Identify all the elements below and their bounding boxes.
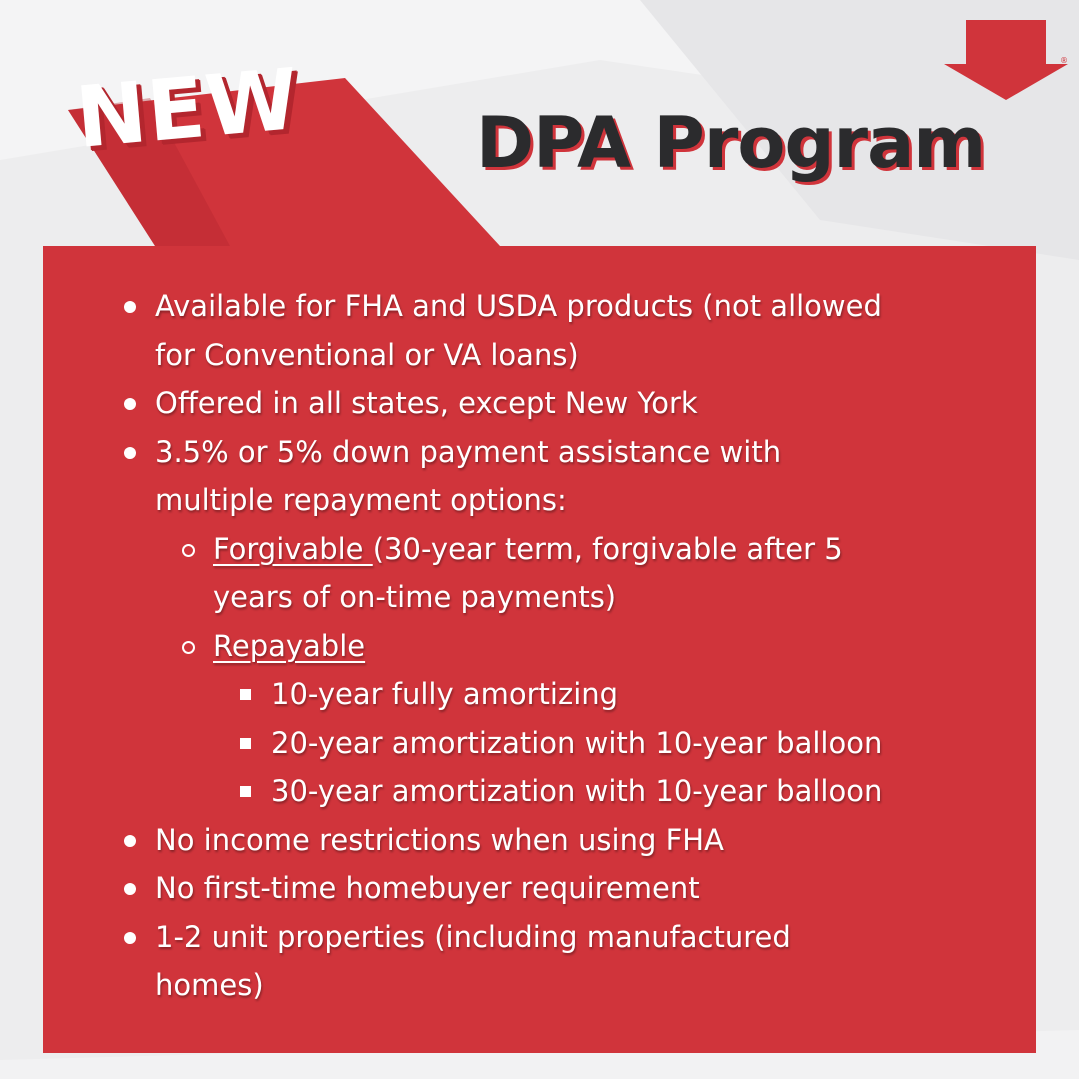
bullet-dot-icon xyxy=(124,835,136,847)
list-item: No income restrictions when using FHA xyxy=(120,816,1020,865)
bullet-dot-icon xyxy=(124,447,136,459)
bullet-dot-icon xyxy=(124,932,136,944)
registered-mark: ® xyxy=(1060,56,1068,65)
forgivable-label: Forgivable xyxy=(213,531,373,566)
list-item: No first-time homebuyer requirement xyxy=(120,864,1020,913)
page-title: DPA Program xyxy=(476,102,986,184)
sub-list-item: Forgivable (30-year term, forgivable after 5 years of on-time payments) xyxy=(178,525,1020,622)
bullet-square-icon xyxy=(240,689,251,700)
repayable-label: Repayable xyxy=(213,628,366,663)
list-item: Offered in all states, except New York xyxy=(120,379,1020,428)
list-item: 1-2 unit properties (including manufactured homes) xyxy=(120,913,1020,1010)
bullet-dot-icon xyxy=(124,398,136,410)
sub-sub-list-item: 20-year amortization with 10-year balloon xyxy=(236,719,1020,768)
sub-sub-list-item: 30-year amortization with 10-year balloon xyxy=(236,767,1020,816)
list-item: Available for FHA and USDA products (not allowed for Conventional or VA loans) xyxy=(120,282,1020,379)
sub-list-item xyxy=(178,622,1020,671)
bullet-circle-icon xyxy=(182,641,195,654)
bullet-dot-icon xyxy=(124,883,136,895)
bullet-dot-icon xyxy=(124,301,136,313)
new-badge: NEW xyxy=(72,49,304,167)
list-item: 3.5% or 5% down payment assistance with multiple repayment options: xyxy=(120,428,1020,525)
bullet-square-icon xyxy=(240,786,251,797)
bullet-circle-icon xyxy=(182,544,195,557)
sub-sub-list-item: 10-year fully amortizing xyxy=(236,670,1020,719)
bullet-square-icon xyxy=(240,738,251,749)
feature-list xyxy=(120,282,1020,1010)
down-arrow-icon xyxy=(942,18,1072,108)
